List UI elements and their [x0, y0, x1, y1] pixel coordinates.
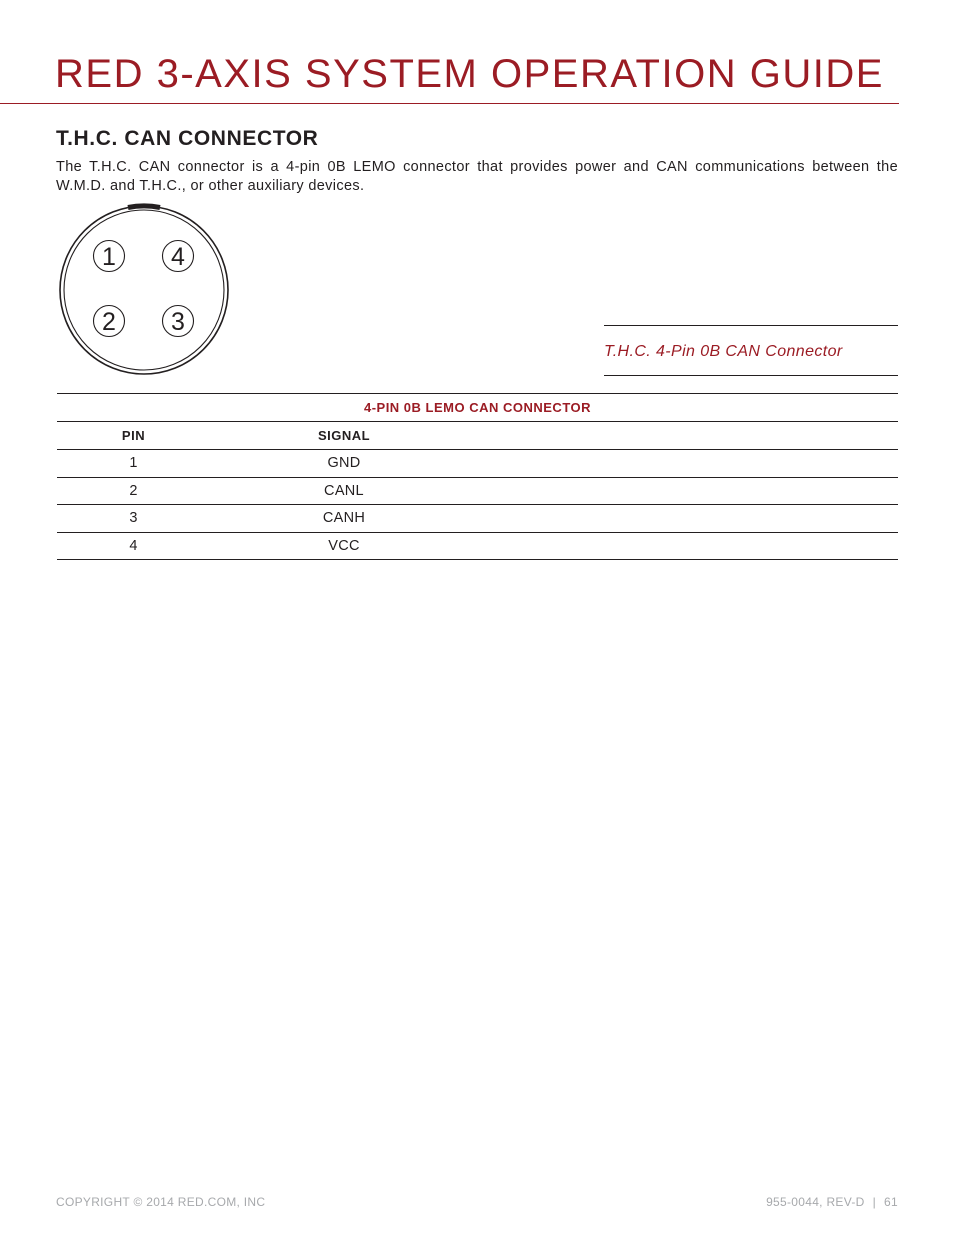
- signal-cell: GND: [210, 450, 478, 478]
- footer-page-number: 61: [884, 1195, 898, 1209]
- pin-3-label: 3: [171, 308, 185, 336]
- pin-cell: 3: [57, 505, 210, 533]
- pin-cell: 4: [57, 532, 210, 560]
- signal-cell: CANH: [210, 505, 478, 533]
- header-signal: SIGNAL: [210, 422, 478, 450]
- pin-2-label: 2: [102, 308, 116, 336]
- pin-cell: 1: [57, 450, 210, 478]
- intro-paragraph: The T.H.C. CAN connector is a 4-pin 0B LEMO connector that provides power and CAN communications between the W.M.D. and T.H.C., or other auxiliary devices.: [56, 159, 898, 194]
- footer-separator: |: [872, 1195, 877, 1209]
- header-spacer: [478, 422, 898, 450]
- signal-cell: CANL: [210, 477, 478, 505]
- footer-page-info: [766, 1195, 898, 1209]
- header-pin: PIN: [57, 422, 210, 450]
- pin-1-label: 1: [102, 243, 116, 271]
- spacer-cell: [478, 450, 898, 478]
- connector-outer-ring: [60, 206, 228, 374]
- footer-doc-number: 955-0044, REV-D: [766, 1195, 865, 1209]
- connector-inner-ring: [64, 210, 224, 370]
- spacer-cell: [478, 477, 898, 505]
- pinout-table: [57, 393, 898, 560]
- signal-cell: VCC: [210, 532, 478, 560]
- footer-copyright: COPYRIGHT © 2014 RED.COM, INC: [56, 1195, 266, 1209]
- table-row: [57, 450, 898, 478]
- figure-caption-box: [604, 325, 898, 376]
- spacer-cell: [478, 505, 898, 533]
- table-header-row: [57, 422, 898, 450]
- pin-4-label: 4: [171, 243, 185, 271]
- connector-diagram: [56, 202, 232, 378]
- title-rule: [0, 103, 899, 104]
- table-row: [57, 505, 898, 533]
- table-caption: 4-PIN 0B LEMO CAN CONNECTOR: [57, 394, 898, 422]
- table-row: [57, 477, 898, 505]
- table-row: [57, 532, 898, 560]
- section-heading: T.H.C. CAN CONNECTOR: [56, 127, 319, 150]
- figure-caption: T.H.C. 4-Pin 0B CAN Connector: [604, 343, 843, 360]
- document-title: RED 3-AXIS SYSTEM OPERATION GUIDE: [55, 52, 884, 96]
- pin-cell: 2: [57, 477, 210, 505]
- table-caption-row: [57, 394, 898, 422]
- connector-key-notch: [128, 206, 160, 208]
- spacer-cell: [478, 532, 898, 560]
